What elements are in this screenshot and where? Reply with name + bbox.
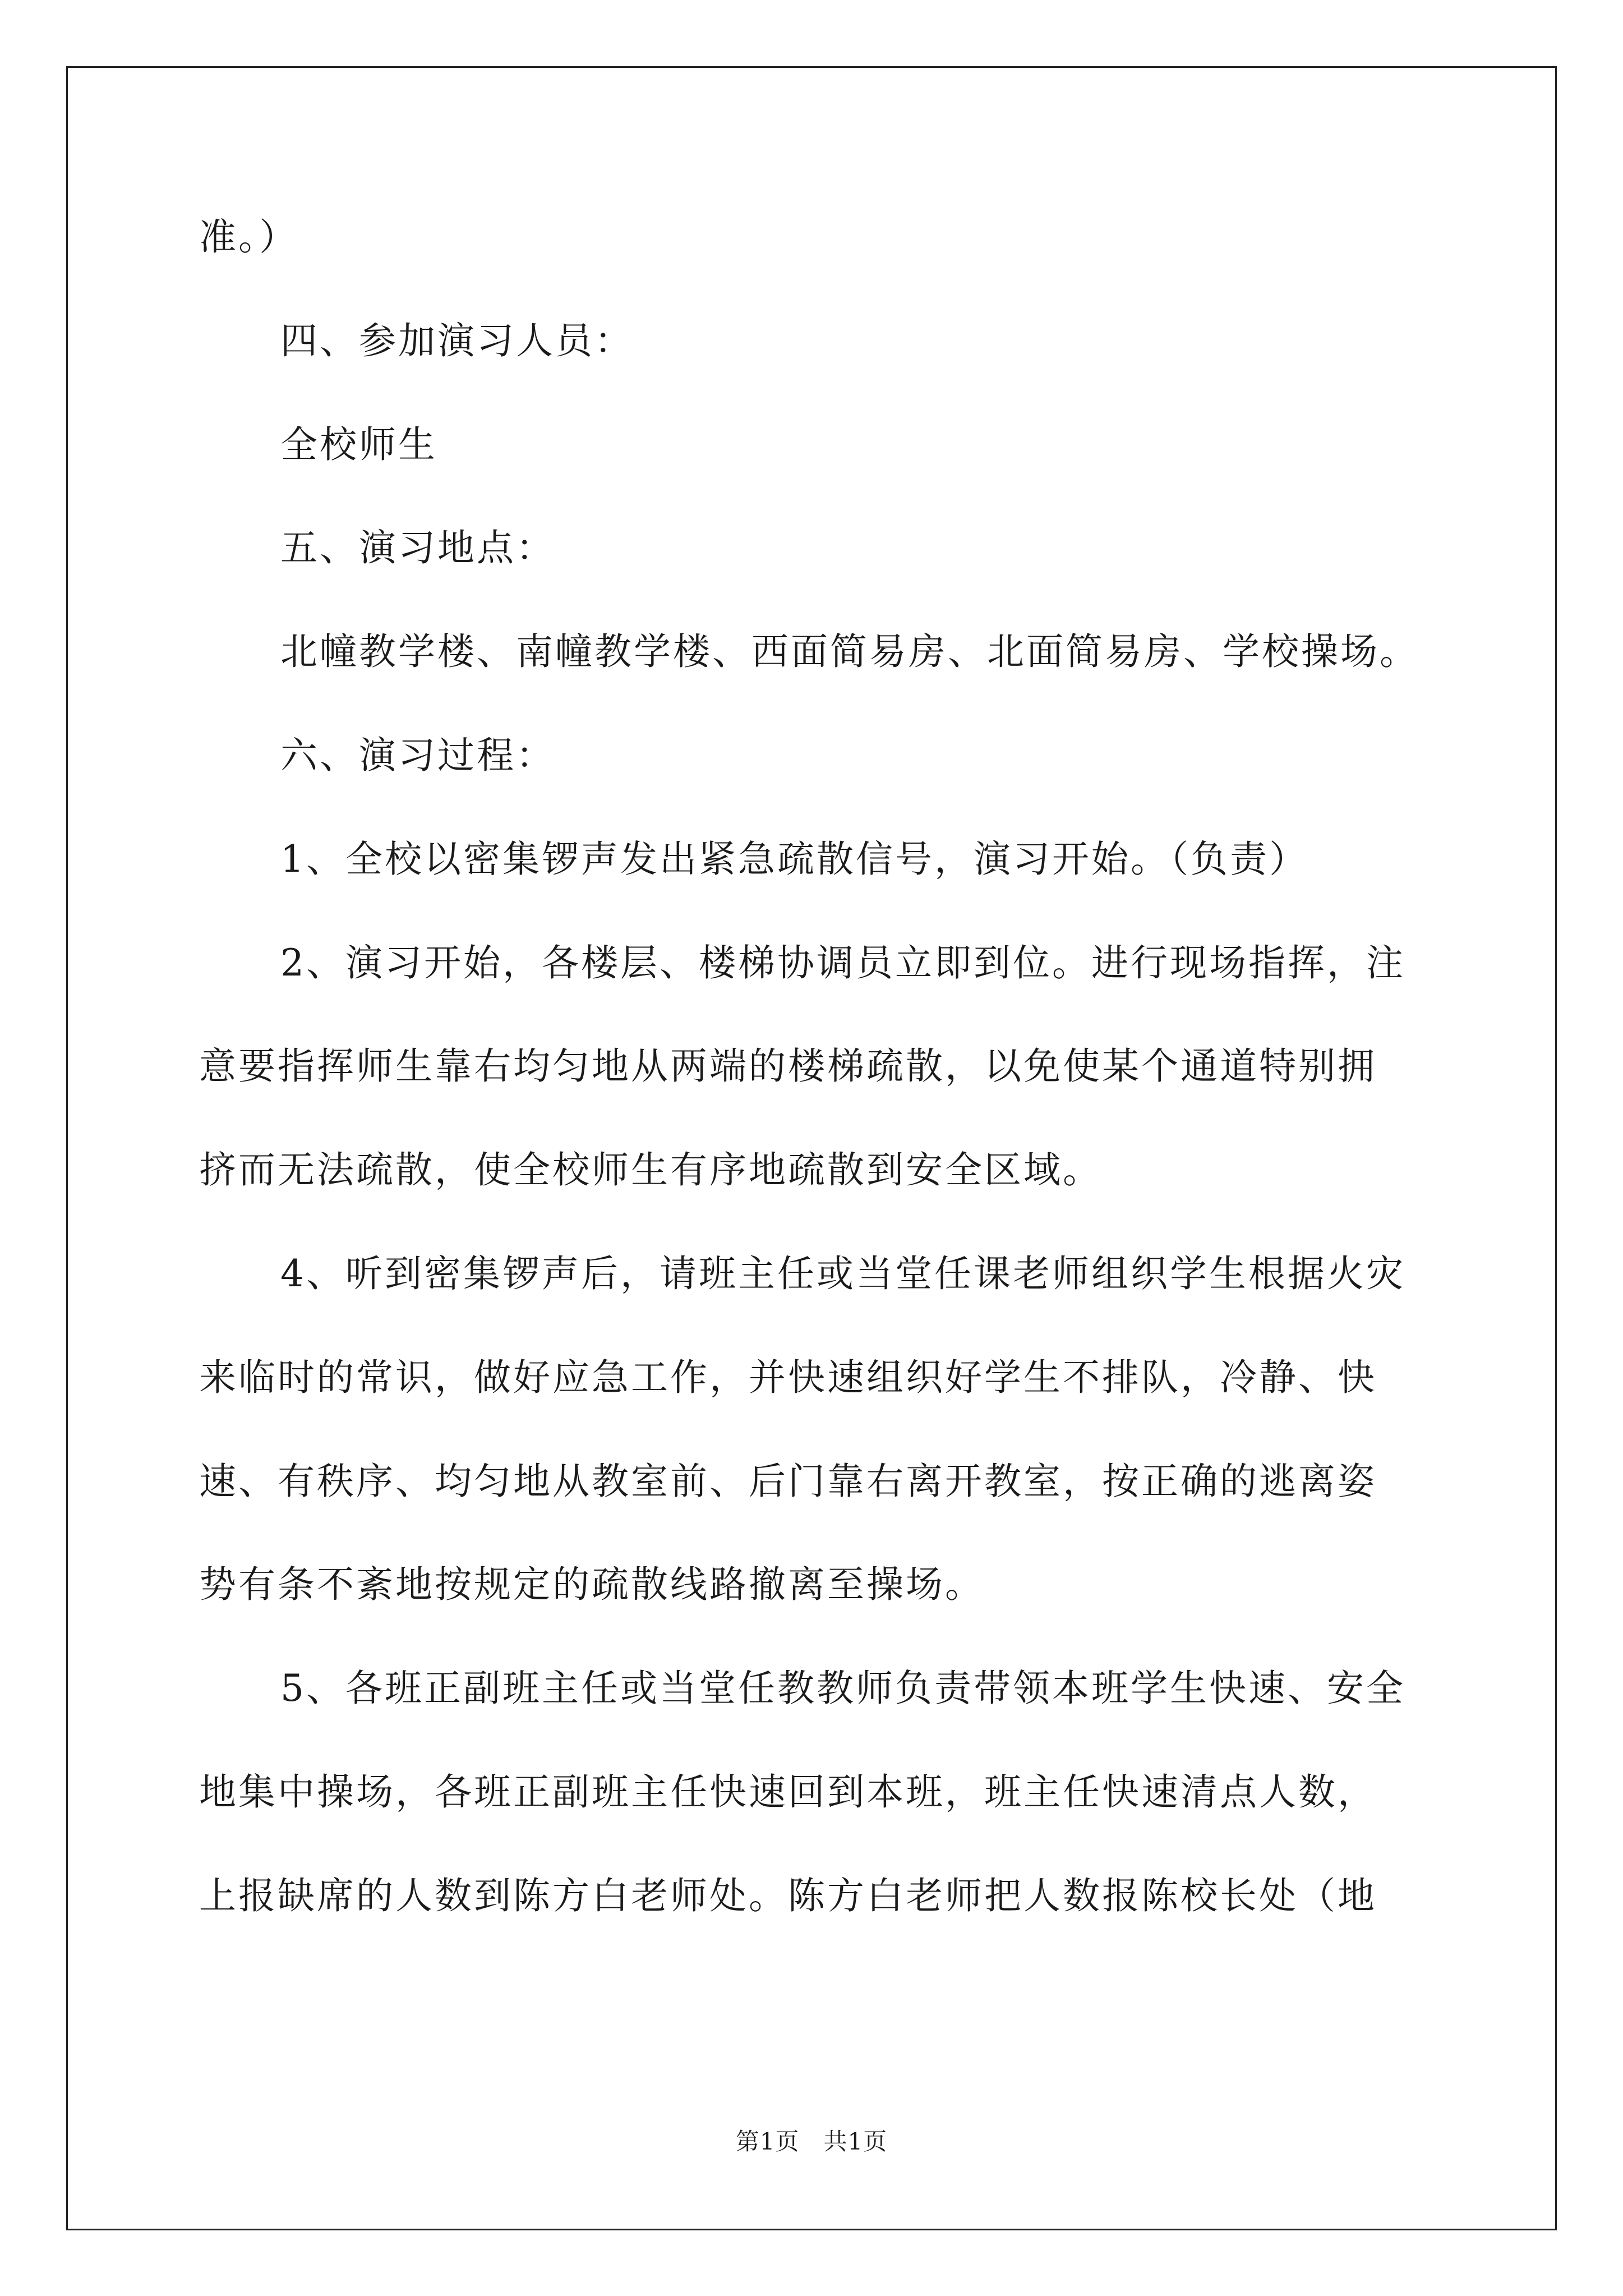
text-line: 5、各班正副班主任或当堂任教教师负责带领本班学生快速、安全: [280, 1667, 1405, 1710]
text-line: 4、听到密集锣声后，请班主任或当堂任课老师组织学生根据火灾: [280, 1252, 1405, 1295]
text-line: 四、参加演习人员：: [280, 319, 634, 362]
text-line: 挤而无法疏散，使全校师生有序地疏散到安全区域。: [199, 1148, 1102, 1191]
text-line: 2、演习开始，各楼层、楼梯协调员立即到位。进行现场指挥，注: [280, 941, 1405, 984]
text-line: 来临时的常识，做好应急工作，并快速组织好学生不排队，冷静、快: [199, 1356, 1377, 1399]
text-line: 六、演习过程：: [280, 734, 555, 777]
text-line: 五、演习地点：: [280, 526, 555, 569]
text-line: 上报缺席的人数到陈方白老师处。陈方白老师把人数报陈校长处（地: [199, 1874, 1377, 1917]
text-line: 准。）: [199, 215, 298, 259]
text-line: 1、全校以密集锣声发出紧急疏散信号，演习开始。（负责）: [280, 838, 1308, 881]
text-line: 北幢教学楼、南幢教学楼、西面简易房、北面简易房、学校操场。: [280, 630, 1419, 673]
page-number-footer: 第1页 共1页: [735, 2128, 888, 2155]
text-line: 全校师生: [280, 423, 437, 466]
text-line: 意要指挥师生靠右均匀地从两端的楼梯疏散，以免使某个通道特别拥: [199, 1045, 1377, 1088]
text-line: 地集中操场，各班正副班主任快速回到本班，班主任快速清点人数，: [199, 1770, 1377, 1814]
text-line: 势有条不紊地按规定的疏散线路撤离至操场。: [199, 1563, 984, 1606]
text-line: 速、有秩序、均匀地从教室前、后门靠右离开教室，按正确的逃离姿: [199, 1460, 1377, 1503]
